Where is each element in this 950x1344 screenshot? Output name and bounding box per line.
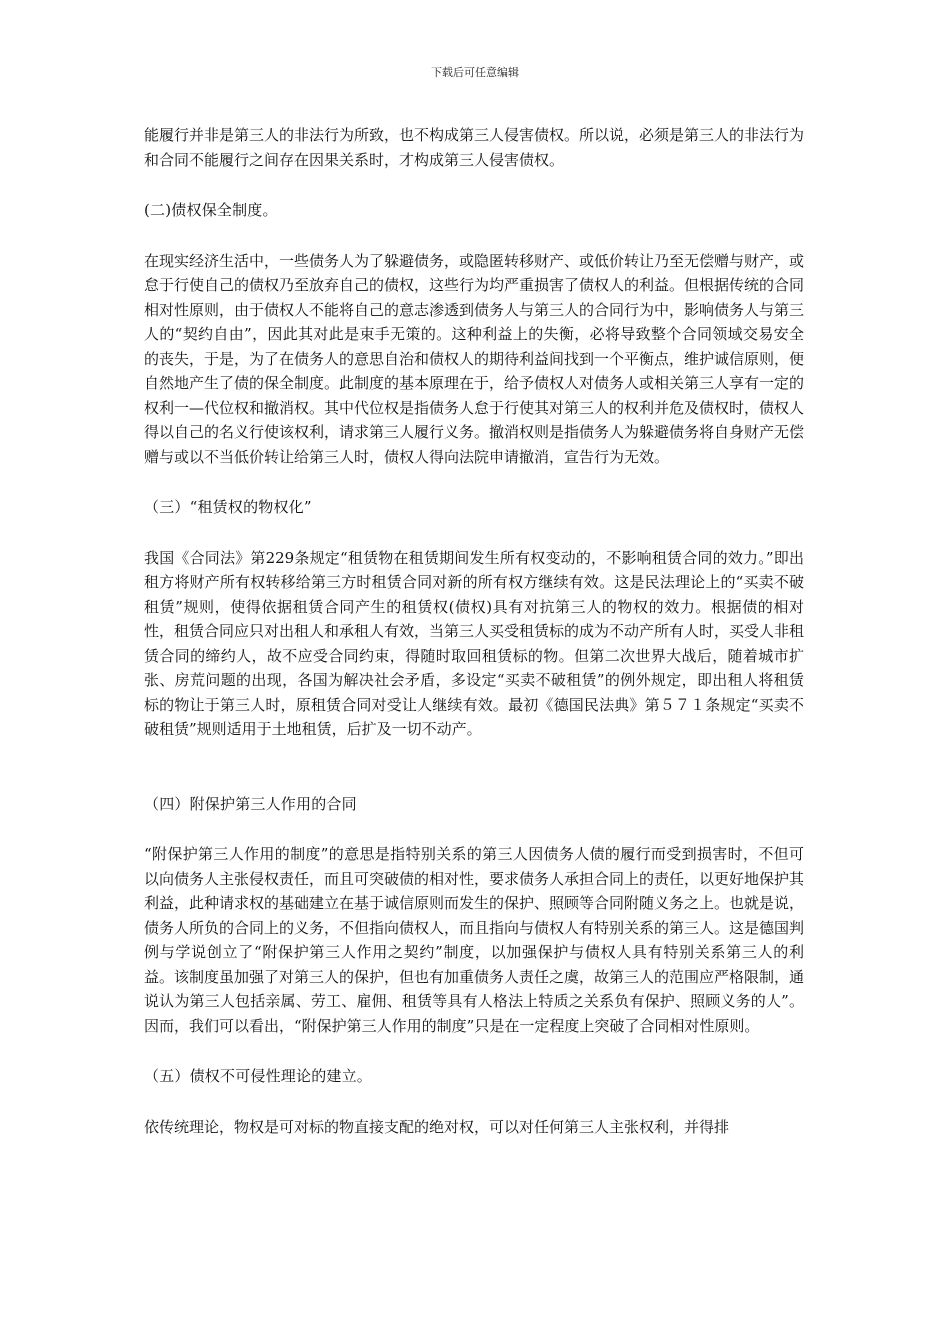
section-heading-5: （五）债权不可侵性理论的建立。 xyxy=(144,1067,373,1085)
section-heading-2: (二)债权保全制度。 xyxy=(144,201,278,219)
paragraph-third-party-protection: “附保护第三人作用的制度”的意思是指特别关系的第三人因债务人债的履行而受到损害时，不但可以向债务人主张侵权责任，而且可突破债的相对性，要求债务人承担合同上的责任，以更好地保护其利益，此种请求权的基础建立在基于诚信原则而发生的保护、照顾等合同附随义务之上。也就是说，债务人所负的合同上的义务，不但指向债权人，而且指向与债权人有特别关系的第三人。这是德国判例与学说创立了“附保护第三人作用之契约”制度，以加强保护与债权人具有特别关系第三人的利益。该制度虽加强了对第三人的保护，但也有加重债务人责任之虞，故第三人的范围应严格限制，通说认为第三人包括亲属、劳工、雇佣、租赁等具有人格法上特质之关系负有保护、照顾义务的人”。因而，我们可以看出，“附保护第三人作用的制度”只是在一定程度上突破了合同相对性原则。 xyxy=(144,845,805,1035)
paragraph-lease-right: 我国《合同法》第229条规定“租赁物在租赁期间发生所有权变动的，不影响租赁合同的效力。”即出租方将财产所有权转移给第三方时租赁合同对新的所有权方继续有效。这是民法理论上的“买卖不破租赁”规则，使得依据租赁合同产生的租赁权(债权)具有对抗第三人的物权的效力。根据债的相对性，租赁合同应只对出租人和承租人有效，当第三人买受租赁标的成为不动产所有人时，买受人非租赁合同的缔约人，故不应受合同约束，得随时取回租赁标的物。但第二次世界大战后，随着城市扩张、房荒问题的出现，各国为解决社会矛盾，多设定“买卖不破租赁”的例外规定，即出租人将租赁标的物让于第三人时，原租赁合同对受让人继续有效。最初《德国民法典》第５７１条规定“买卖不破租赁”规则适用于土地租赁，后扩及一切不动产。 xyxy=(144,548,805,738)
paragraph-continuation: 能履行并非是第三人的非法行为所致，也不构成第三人侵害债权。所以说，必须是第三人的非法行为和合同不能履行之间存在因果关系时，才构成第三人侵害债权。 xyxy=(144,126,805,169)
paragraph-debt-preservation: 在现实经济生活中，一些债务人为了躲避债务，或隐匿转移财产、或低价转让乃至无偿赠与财产，或怠于行使自己的债权乃至放弃自己的债权，这些行为均严重损害了债权人的利益。但根据传统的合同相对性原则，由于债权人不能将自己的意志渗透到债务人与第三人的合同行为中，影响债务人与第三人的“契约自由”，因此其对此是束手无策的。这种利益上的失衡，必将导致整个合同领域交易安全的丧失，于是，为了在债务人的意思自治和债权人的期待利益间找到一个平衡点，维护诚信原则，便自然地产生了债的保全制度。此制度的基本原理在于，给予债权人对债务人或相关第三人享有一定的权利一—代位权和撤消权。其中代位权是指债务人怠于行使其对第三人的权利并危及债权时，债权人得以自己的名义行使该权利，请求第三人履行义务。撤消权则是指债务人为躲避债务将自身财产无偿赠与或以不当低价转让给第三人时，债权人得向法院申请撤消，宣告行为无效。 xyxy=(144,251,805,466)
section-heading-4: （四）附保护第三人作用的合同 xyxy=(144,794,357,813)
section-heading-3: （三）“租赁权的物权化” xyxy=(144,498,312,516)
paragraph-inviolability-theory: 依传统理论，物权是可对标的物直接支配的绝对权，可以对任何第三人主张权利，并得排 xyxy=(144,1117,730,1136)
document-body xyxy=(144,123,804,1139)
page-header: 下载后可任意编辑 xyxy=(431,66,519,79)
